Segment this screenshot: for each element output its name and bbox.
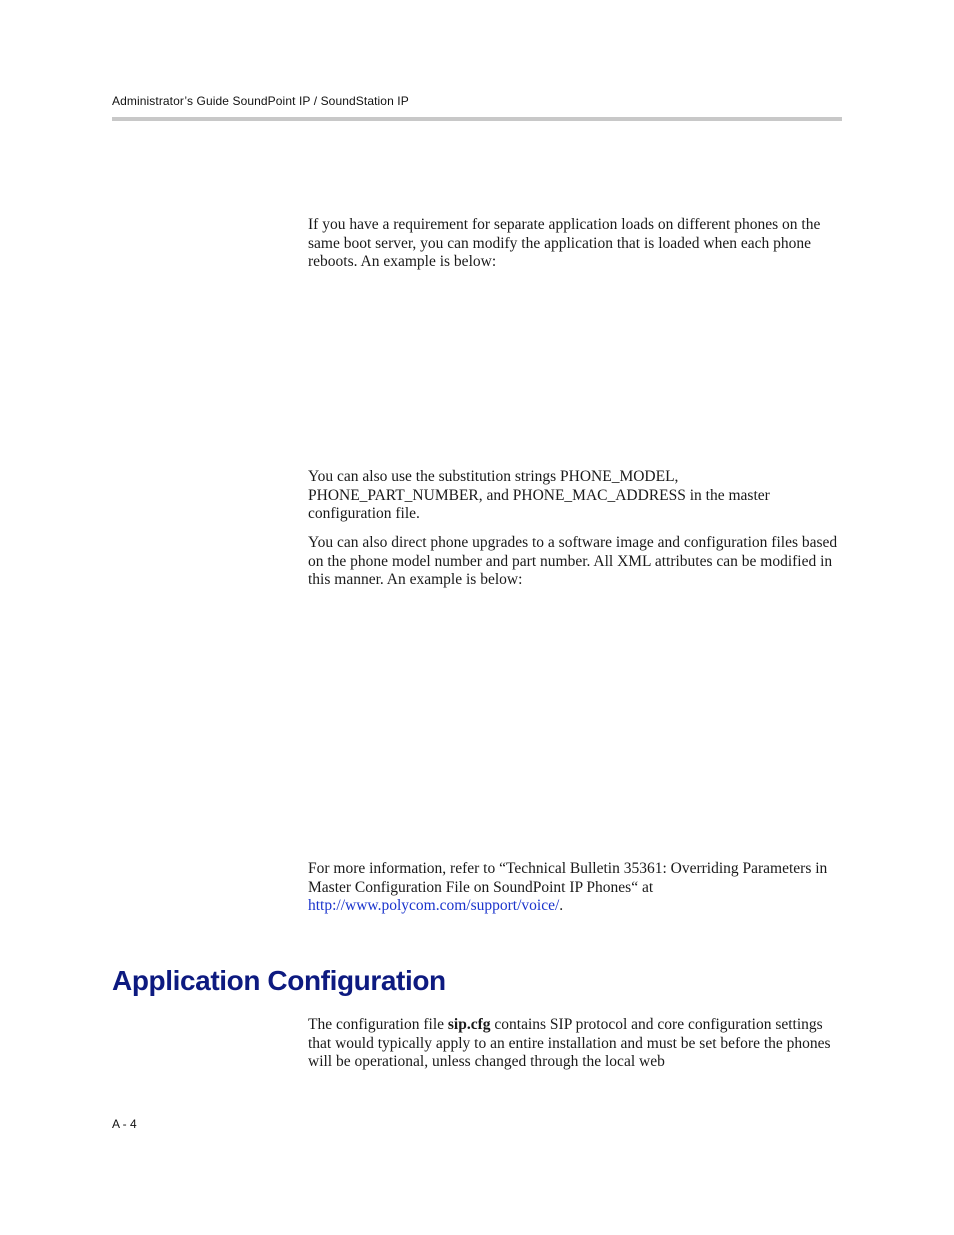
more-information-period: .	[559, 897, 564, 915]
sip-cfg-text-before: The configuration file	[308, 1016, 448, 1033]
paragraph-phone-upgrades: You can also direct phone upgrades to a software image and configuration files based on the phone model number and part number. All XML attributes can be modified in this manner. An example is below:	[308, 534, 838, 589]
sip-cfg-text-after: contains SIP protocol and core configuration settings that would typically apply to an entire installation and must be set before the phones will be operational, unless changed through the local web	[308, 1016, 831, 1071]
paragraph-substitution-strings: You can also use the substitution strings PHONE_MODEL, PHONE_PART_NUMBER, and PHONE_MAC_ADDRESS in the master configuration file.	[308, 468, 770, 523]
page-number: A - 4	[112, 1117, 137, 1131]
more-information-text: For more information, refer to “Technical Bulletin 35361: Overriding Parameters in Master Configuration File on SoundPoint IP Phones“ at	[308, 860, 828, 896]
header-rule	[112, 117, 842, 121]
sip-cfg-filename: sip.cfg	[447, 1016, 491, 1033]
section-heading: Application Configuration	[112, 965, 446, 996]
running-header: Administrator’s Guide SoundPoint IP / SoundStation IP	[112, 94, 409, 108]
paragraph-more-information	[308, 860, 843, 916]
polycom-support-link[interactable]: http://www.polycom.com/support/voice/	[308, 897, 560, 915]
paragraph-sip-cfg	[308, 1016, 843, 1072]
paragraph-application-loads: If you have a requirement for separate application loads on different phones on the same boot server, you can modify the application that is loaded when each phone reboots. An example is below:	[308, 216, 821, 271]
